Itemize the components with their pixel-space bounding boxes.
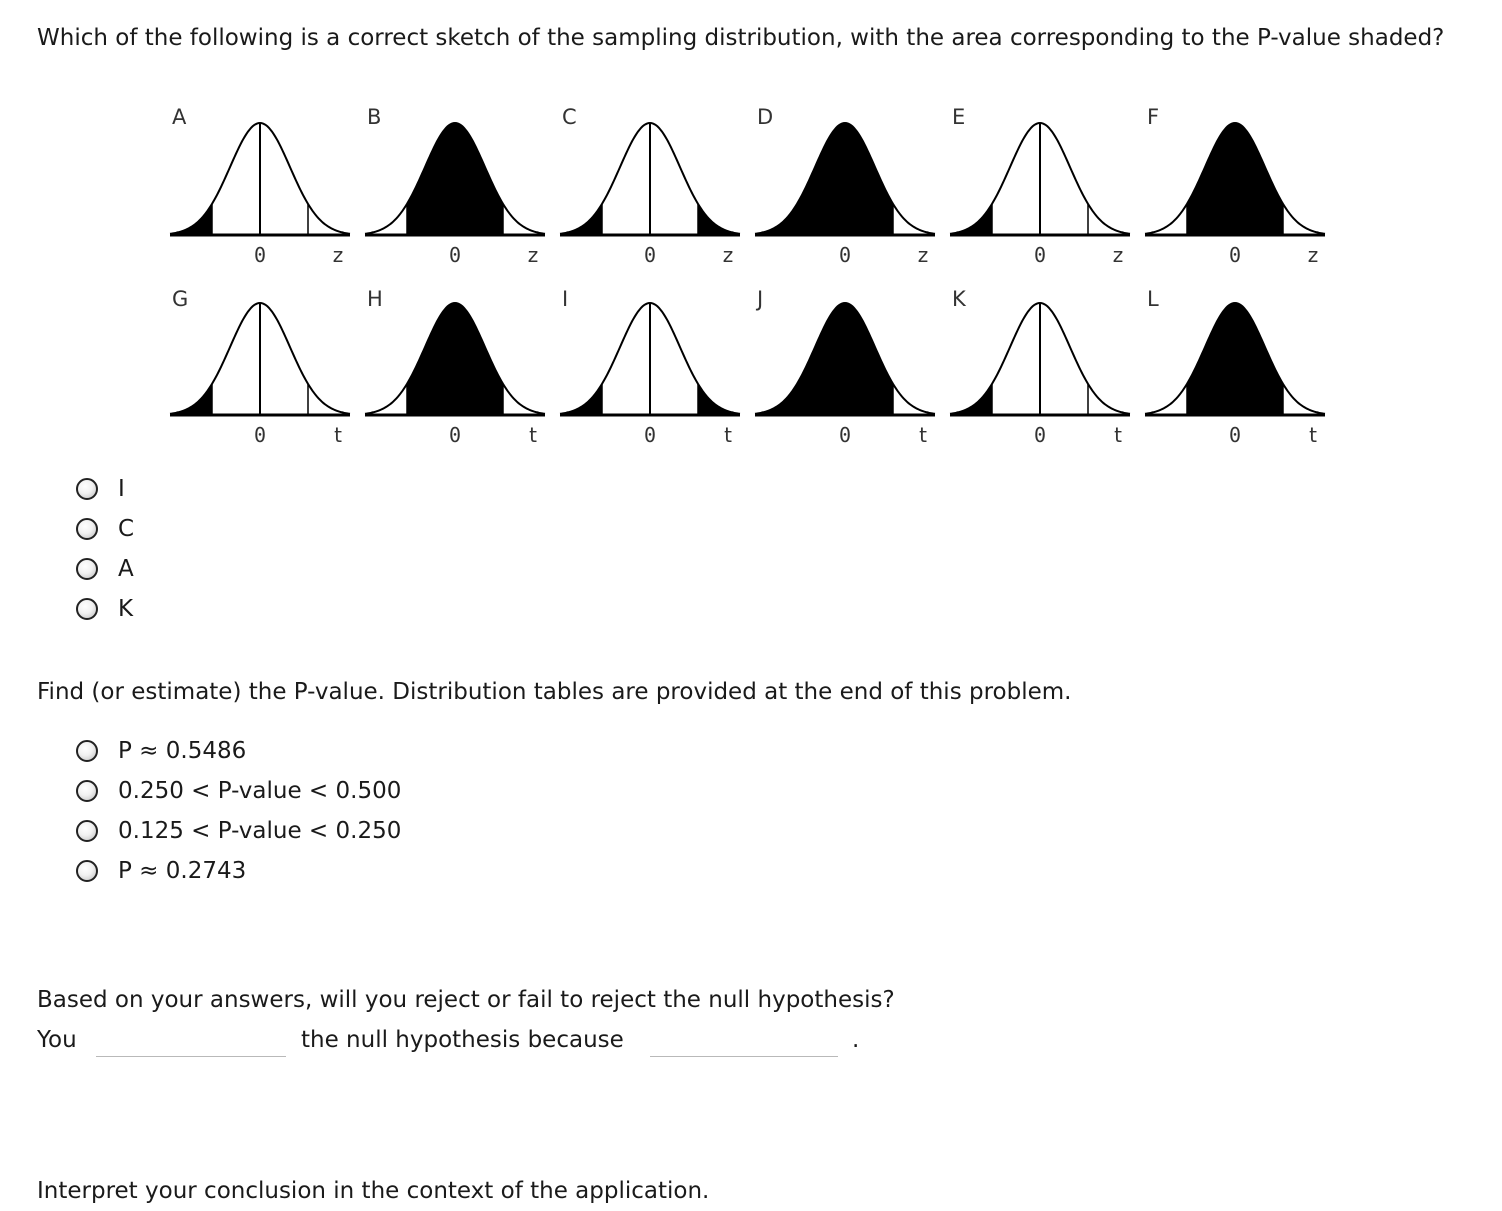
reject-decision-dropdown[interactable] [96,1056,286,1057]
distribution-panel-i [560,287,740,447]
distribution-panel-l [1145,287,1325,447]
panel-letter: I [562,287,569,311]
distribution-sketch-grid [0,0,1502,470]
panel-letter: C [562,105,577,129]
reason-dropdown[interactable] [650,1056,838,1057]
shaded-area [755,123,893,235]
panel-letter: G [172,287,189,311]
shaded-area [755,303,893,415]
radio-button[interactable] [76,598,98,620]
distribution-panel-f [1145,105,1325,267]
shaded-area [560,384,602,415]
distribution-panel-j [755,287,935,447]
option-c[interactable] [76,512,134,546]
radio-button[interactable] [76,860,98,882]
zero-tick-label: 0 [643,243,657,267]
option-label: 0.125 < P-value < 0.250 [118,818,402,844]
zero-tick-label: 0 [253,423,267,447]
option-label: P ≈ 0.5486 [118,738,247,764]
axis-variable-label: t [1309,423,1317,447]
zero-tick-label: 0 [253,243,267,267]
panel-letter: K [952,287,966,311]
option-k[interactable] [76,592,133,626]
panel-letter: B [367,105,382,129]
distribution-panel-d [755,105,935,267]
distribution-panel-k [950,287,1130,447]
panel-letter: J [757,287,764,311]
shaded-area [698,384,740,415]
axis-variable-label: z [332,243,344,267]
option-i[interactable] [76,472,125,506]
radio-button[interactable] [76,820,98,842]
distribution-panel-a [170,105,350,267]
axis-variable-label: t [334,423,342,447]
axis-variable-label: t [724,423,732,447]
panel-letter: F [1147,105,1160,129]
radio-button[interactable] [76,780,98,802]
axis-variable-label: z [1112,243,1124,267]
panel-letter: A [172,105,187,129]
option-label: K [118,596,134,622]
option-label: 0.250 < P-value < 0.500 [118,778,402,804]
option-a[interactable] [76,552,134,586]
option-label: A [118,556,134,582]
option-p-approx-0-2743[interactable] [76,854,246,888]
zero-tick-label: 0 [1033,243,1047,267]
distribution-panel-e [950,105,1130,267]
radio-button[interactable] [76,740,98,762]
panel-letter: L [1147,287,1159,311]
answer-suffix: . [852,1027,860,1053]
zero-tick-label: 0 [643,423,657,447]
shaded-area [950,204,992,235]
distribution-panel-c [560,105,740,267]
panel-letter: H [367,287,383,311]
distribution-panel-g [170,287,350,447]
shaded-area [950,384,992,415]
option-label: I [118,476,125,502]
axis-variable-label: t [919,423,927,447]
question-3-text: Based on your answers, will you reject or fail to reject the null hypothesis? [37,987,895,1013]
axis-variable-label: z [527,243,539,267]
radio-button[interactable] [76,558,98,580]
distribution-panel-b [365,105,545,267]
panel-letter: E [952,105,966,129]
option-label: C [118,516,135,542]
option-p-between-0-250-0-500[interactable] [76,774,401,808]
shaded-area [170,384,212,415]
option-label: P ≈ 0.2743 [118,858,247,884]
zero-tick-label: 0 [838,423,852,447]
shaded-area [170,204,212,235]
zero-tick-label: 0 [1228,243,1242,267]
axis-variable-label: z [1307,243,1319,267]
distribution-panel-h [365,287,545,447]
question-1-text: Which of the following is a correct sketch of the sampling distribution, with the area corresponding to the P-value shaded? [37,25,1445,51]
question-4-text: Interpret your conclusion in the context of the application. [37,1178,710,1204]
axis-variable-label: t [1114,423,1122,447]
axis-variable-label: t [529,423,537,447]
zero-tick-label: 0 [1228,423,1242,447]
axis-variable-label: z [917,243,929,267]
zero-tick-label: 0 [448,243,462,267]
shaded-area [698,204,740,235]
axis-variable-label: z [722,243,734,267]
radio-button[interactable] [76,518,98,540]
radio-button[interactable] [76,478,98,500]
shaded-area [560,204,602,235]
panel-letter: D [757,105,774,129]
answer-middle-text: the null hypothesis because [301,1027,624,1053]
answer-prefix: You [37,1027,77,1053]
option-p-between-0-125-0-250[interactable] [76,814,401,848]
zero-tick-label: 0 [1033,423,1047,447]
question-2-text: Find (or estimate) the P-value. Distribution tables are provided at the end of this problem. [37,679,1072,705]
option-p-approx-0-5486[interactable] [76,734,246,768]
zero-tick-label: 0 [838,243,852,267]
zero-tick-label: 0 [448,423,462,447]
